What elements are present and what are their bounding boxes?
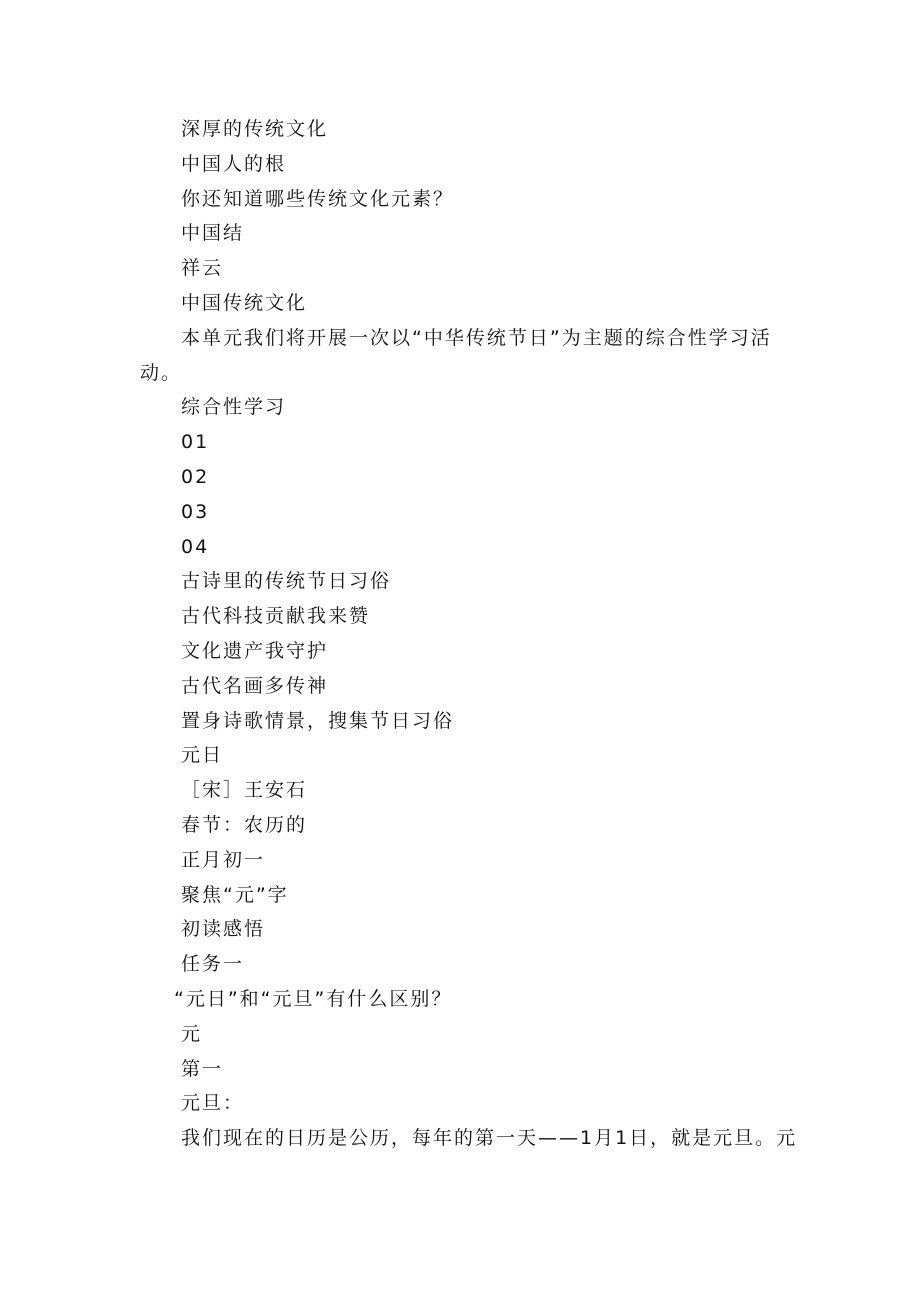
paragraph: 本单元我们将开展一次以“中华传统节日”为主题的综合性学习活动。: [140, 326, 772, 384]
text-line: 我们现在的日历是公历，每年的第一天——1月1日，就是元旦。元: [181, 1127, 798, 1150]
text-line: 任务一: [181, 953, 245, 976]
text-line: 中国传统文化: [181, 291, 308, 314]
document-body: [140, 112, 798, 1156]
text-line: 深厚的传统文化: [181, 118, 329, 140]
text-line: 初读感悟: [181, 918, 266, 941]
text-line: 03: [181, 500, 210, 523]
text-line: 元日: [181, 744, 224, 767]
text-line: “元日”和“元旦”有什么区别？: [174, 987, 453, 1010]
text-line: 01: [181, 431, 210, 454]
text-line: ［宋］王安石: [181, 779, 308, 802]
text-line: 古诗里的传统节日习俗: [181, 570, 392, 593]
text-line: 祥云: [181, 257, 224, 280]
text-line: 古代名画多传神: [181, 674, 329, 697]
text-line: 置身诗歌情景，搜集节日习俗: [181, 709, 455, 732]
text-line: 元旦：: [181, 1092, 245, 1115]
text-line: 中国人的根: [181, 152, 287, 175]
text-line: 文化遗产我守护: [181, 639, 329, 662]
text-line: 元: [181, 1022, 203, 1045]
text-line: 正月初一: [181, 848, 266, 871]
text-line: 春节：农历的: [181, 813, 308, 836]
text-line: 你还知道哪些传统文化元素？: [181, 187, 455, 210]
text-line: 第一: [181, 1057, 224, 1080]
text-line: 02: [181, 465, 210, 488]
text-line: 古代科技贡献我来赞: [181, 605, 371, 628]
text-line: 04: [181, 535, 210, 558]
text-line: 聚焦“元”字: [181, 883, 289, 906]
text-line: 综合性学习: [181, 396, 287, 419]
text-line: 中国结: [181, 222, 245, 245]
